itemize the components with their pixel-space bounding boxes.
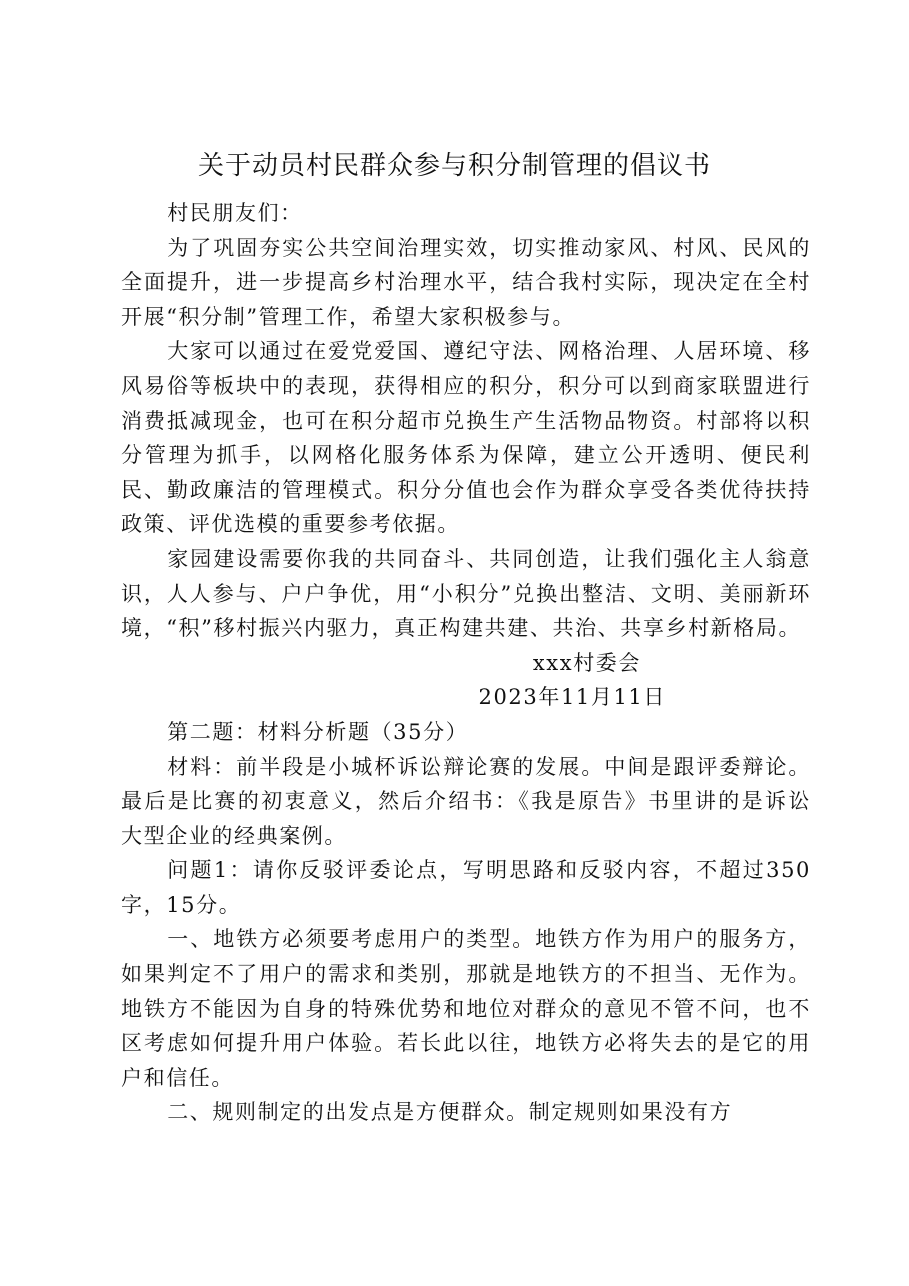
- paragraph-2: 大家可以通过在爱党爱国、遵纪守法、网格治理、人居环境、移风易俗等板块中的表现，获得相应的积分，积分可以到商家联盟进行消费抵减现金，也可在积分超市兑换生产生活物品物资。村部将以积分管理为抓手，以网格化服务体系为保障，建立公开透明、便民利民、勤政廉洁的管理模式。积分分值也会作为群众享受各类优待扶持政策、评优选模的重要参考依据。: [121, 339, 811, 537]
- answer-paragraph-2: 二、规则制定的出发点是方便群众。制定规则如果没有方: [167, 1100, 733, 1125]
- material-text: 材料：前半段是小城杯诉讼辩论赛的发展。中间是跟评委辩论。最后是比赛的初衷意义，然后介绍书：《我是原告》书里讲的是诉讼大型企业的经典案例。: [121, 754, 811, 848]
- signature-date: 2023年11月11日: [478, 685, 666, 710]
- paragraph-1: 为了巩固夯实公共空间治理实效，切实推动家风、村风、民风的全面提升，进一步提高乡村治理水平，结合我村实际，现决定在全村开展“积分制”管理工作，希望大家积极参与。: [121, 235, 811, 329]
- section-heading: 第二题：材料分析题（35分）: [167, 719, 469, 744]
- answer-paragraph-1: 一、地铁方必须要考虑用户的类型。地铁方作为用户的服务方，如果判定不了用户的需求和类别，那就是地铁方的不担当、无作为。地铁方不能因为自身的特殊优势和地位对群众的意见不管不问，也不区考虑如何提升用户体验。若长此以往，地铁方必将失去的是它的用户和信任。: [121, 927, 811, 1090]
- signature-organization: xxx村委会: [532, 650, 641, 675]
- document-title: 关于动员村民群众参与积分制管理的倡议书: [197, 151, 711, 181]
- paragraph-3: 家园建设需要你我的共同奋斗、共同创造，让我们强化主人翁意识，人人参与、户户争优，用“小积分”兑换出整洁、文明、美丽新环境，“积”移村振兴内驱力，真正构建共建、共治、共享乡村新格局。: [121, 546, 811, 641]
- document-body: [121, 196, 811, 1130]
- greeting: 村民朋友们：: [167, 201, 303, 225]
- question-1: 问题1：请你反驳评委论点，写明思路和反驳内容，不超过350字，15分。: [121, 858, 811, 917]
